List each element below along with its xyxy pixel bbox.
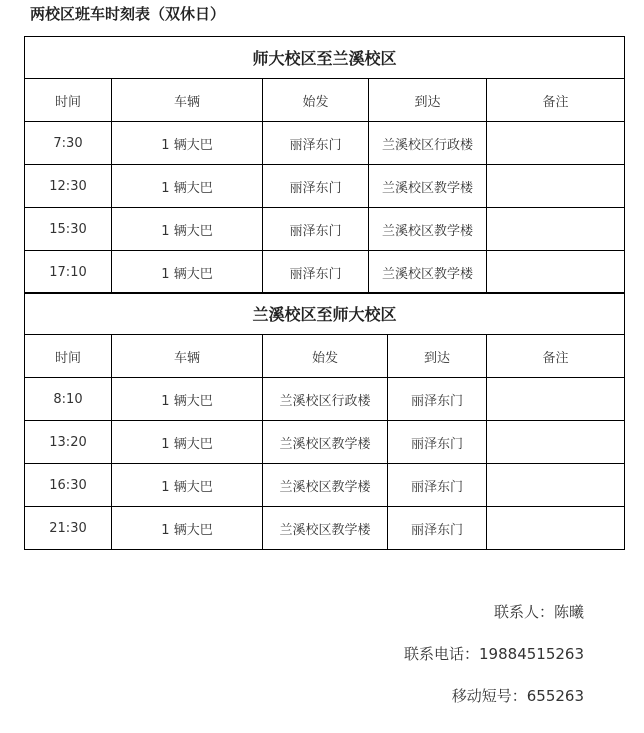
column-header-time: 时间 [25,79,112,122]
note-cell [487,378,625,421]
time-cell: 21:30 [25,507,112,550]
vehicle-cell: 1 辆大巴 [112,507,263,550]
vehicle-cell: 1 辆大巴 [112,251,263,294]
time-cell: 16:30 [25,464,112,507]
note-cell [487,251,625,294]
origin-cell: 丽泽东门 [263,122,369,165]
origin-cell: 丽泽东门 [263,208,369,251]
table-row [25,251,625,294]
note-cell [487,165,625,208]
time-cell: 8:10 [25,378,112,421]
origin-cell: 兰溪校区教学楼 [263,421,388,464]
vehicle-cell: 1 辆大巴 [112,378,263,421]
header-row [25,79,625,122]
origin-cell: 兰溪校区教学楼 [263,507,388,550]
section-heading: 兰溪校区至师大校区 [25,293,625,335]
contact-short-number: 移动短号：655263 [451,687,584,705]
note-cell [487,122,625,165]
table-row [25,122,625,165]
origin-cell: 兰溪校区行政楼 [263,378,388,421]
note-cell [487,507,625,550]
section-heading: 师大校区至兰溪校区 [25,37,625,79]
column-header-origin: 始发 [263,79,369,122]
destination-cell: 丽泽东门 [388,464,487,507]
vehicle-cell: 1 辆大巴 [112,208,263,251]
column-header-time: 时间 [25,335,112,378]
time-cell: 17:10 [25,251,112,294]
vehicle-cell: 1 辆大巴 [112,122,263,165]
note-cell [487,464,625,507]
table-row [25,464,625,507]
destination-cell: 兰溪校区教学楼 [369,165,487,208]
schedule-table-lanxi-to-shida [24,292,625,550]
column-header-vehicle: 车辆 [112,79,263,122]
time-cell: 13:20 [25,421,112,464]
destination-cell: 兰溪校区教学楼 [369,251,487,294]
column-header-note: 备注 [487,79,625,122]
column-header-destination: 到达 [369,79,487,122]
note-cell [487,208,625,251]
vehicle-cell: 1 辆大巴 [112,421,263,464]
destination-cell: 丽泽东门 [388,421,487,464]
column-header-destination: 到达 [388,335,487,378]
table-row [25,165,625,208]
contact-phone: 联系电话：19884515263 [404,645,584,663]
note-cell [487,421,625,464]
origin-cell: 丽泽东门 [263,165,369,208]
table-row [25,421,625,464]
table-row [25,507,625,550]
document-title: 两校区班车时刻表（双休日） [30,5,226,23]
destination-cell: 兰溪校区教学楼 [369,208,487,251]
vehicle-cell: 1 辆大巴 [112,464,263,507]
column-header-note: 备注 [487,335,625,378]
table-row [25,378,625,421]
origin-cell: 丽泽东门 [263,251,369,294]
destination-cell: 丽泽东门 [388,507,487,550]
column-header-origin: 始发 [263,335,388,378]
column-header-vehicle: 车辆 [112,335,263,378]
time-cell: 12:30 [25,165,112,208]
table-row [25,208,625,251]
vehicle-cell: 1 辆大巴 [112,165,263,208]
destination-cell: 兰溪校区行政楼 [369,122,487,165]
header-row [25,335,625,378]
contact-person: 联系人：陈曦 [493,603,584,621]
origin-cell: 兰溪校区教学楼 [263,464,388,507]
destination-cell: 丽泽东门 [388,378,487,421]
time-cell: 7:30 [25,122,112,165]
schedule-table-shida-to-lanxi [24,36,625,294]
time-cell: 15:30 [25,208,112,251]
